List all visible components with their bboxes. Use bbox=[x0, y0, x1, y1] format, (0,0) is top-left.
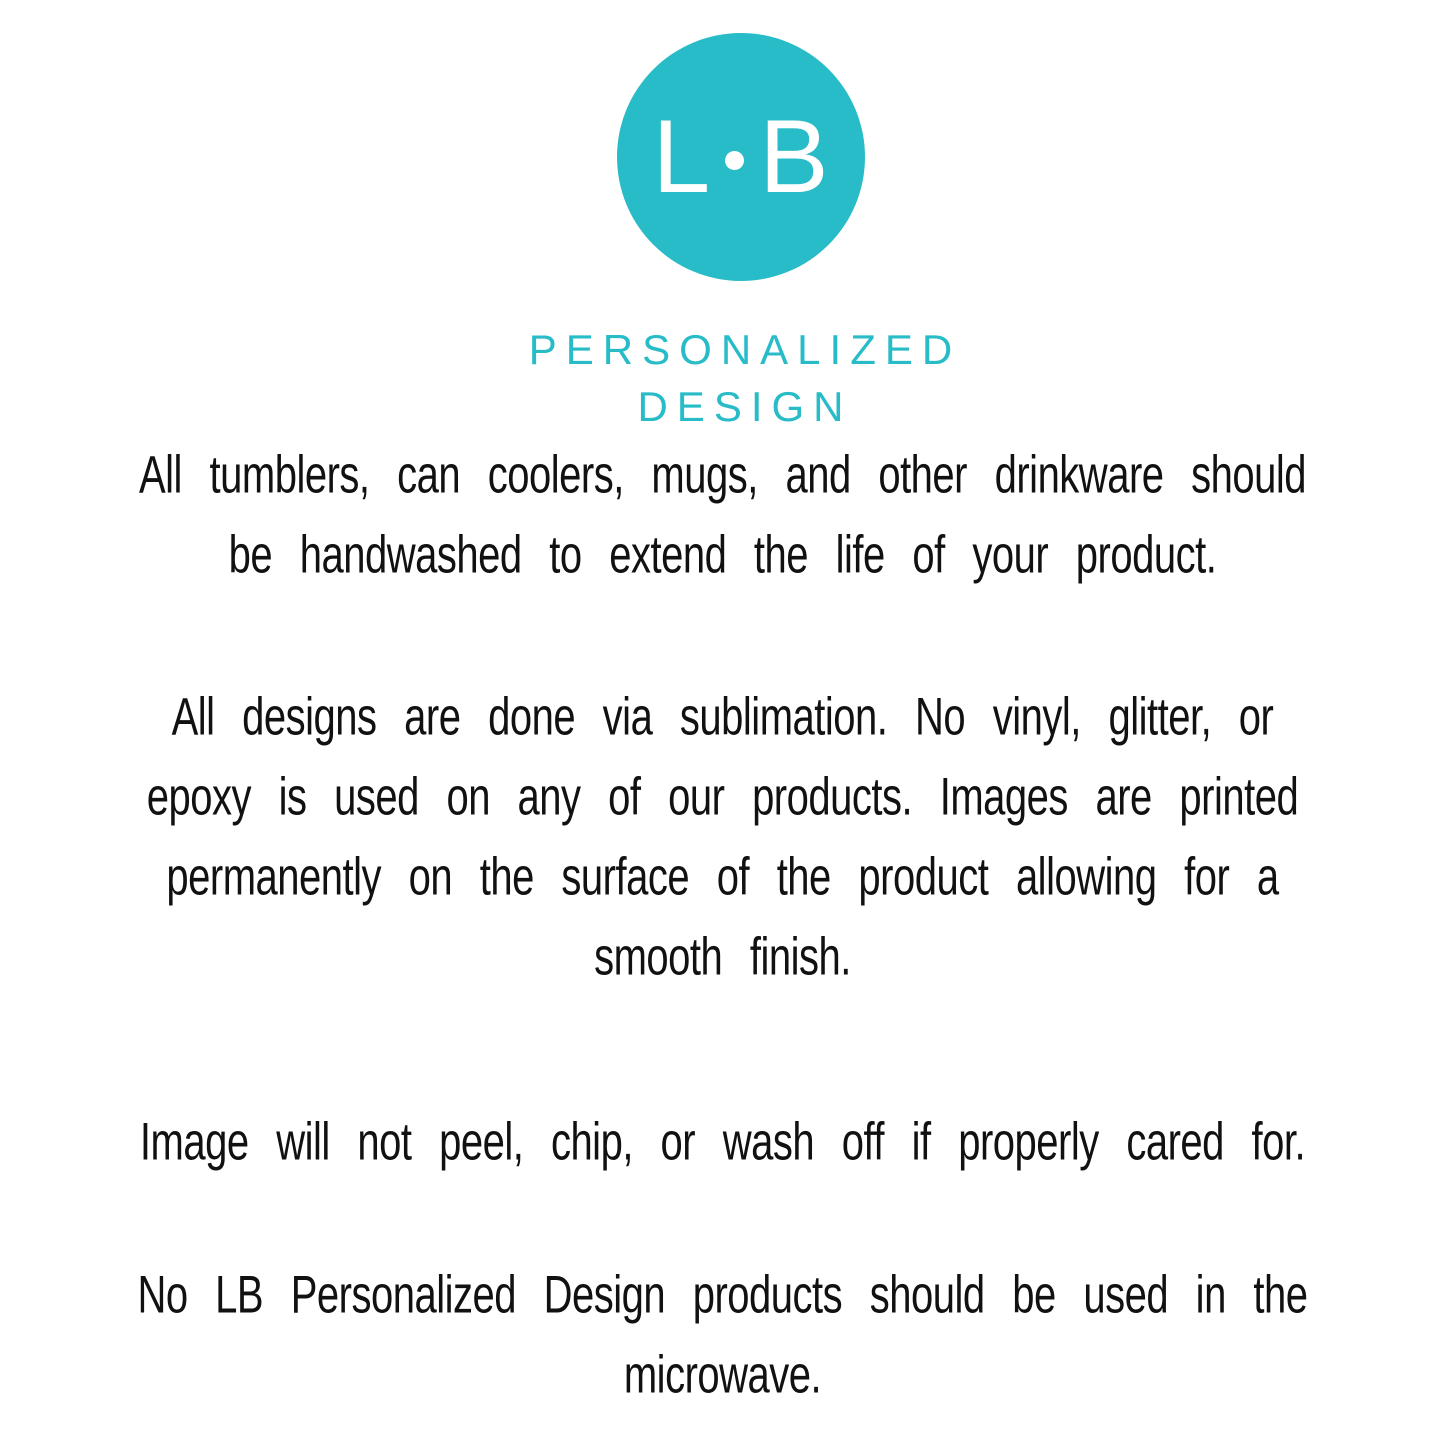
paragraph-sublimation bbox=[0, 677, 1445, 997]
care-instructions bbox=[0, 435, 1445, 1415]
logo-monogram bbox=[652, 99, 829, 215]
text-line: Image will not peel, chip, or wash off if properly cared for. bbox=[139, 1112, 1306, 1172]
paragraph-no-microwave bbox=[0, 1255, 1445, 1415]
monogram-letter-b: B bbox=[759, 99, 829, 215]
wordmark-line-1: PERSONALIZED bbox=[528, 326, 962, 373]
text-line: be handwashed to extend the life of your product. bbox=[228, 525, 1217, 585]
paragraph-handwash bbox=[0, 435, 1445, 595]
text-line: smooth finish. bbox=[594, 927, 851, 987]
text-line: All designs are done via sublimation. No vinyl, glitter, or bbox=[171, 687, 1274, 747]
text-line: microwave. bbox=[623, 1345, 822, 1405]
logo-circle bbox=[617, 33, 865, 281]
brand-logo bbox=[18, 0, 1445, 435]
text-line: No LB Personalized Design products should be used in the bbox=[137, 1265, 1308, 1325]
monogram-dot-icon bbox=[725, 151, 744, 170]
paragraph-no-peel bbox=[0, 1102, 1445, 1182]
monogram-letter-l: L bbox=[652, 99, 711, 215]
text-line: permanently on the surface of the product allowing for a bbox=[166, 847, 1279, 907]
text-line: All tumblers, can coolers, mugs, and other drinkware should bbox=[138, 445, 1306, 505]
wordmark-line-2: DESIGN bbox=[637, 383, 853, 430]
text-line: epoxy is used on any of our products. Images are printed bbox=[146, 767, 1299, 827]
brand-wordmark bbox=[520, 321, 961, 435]
